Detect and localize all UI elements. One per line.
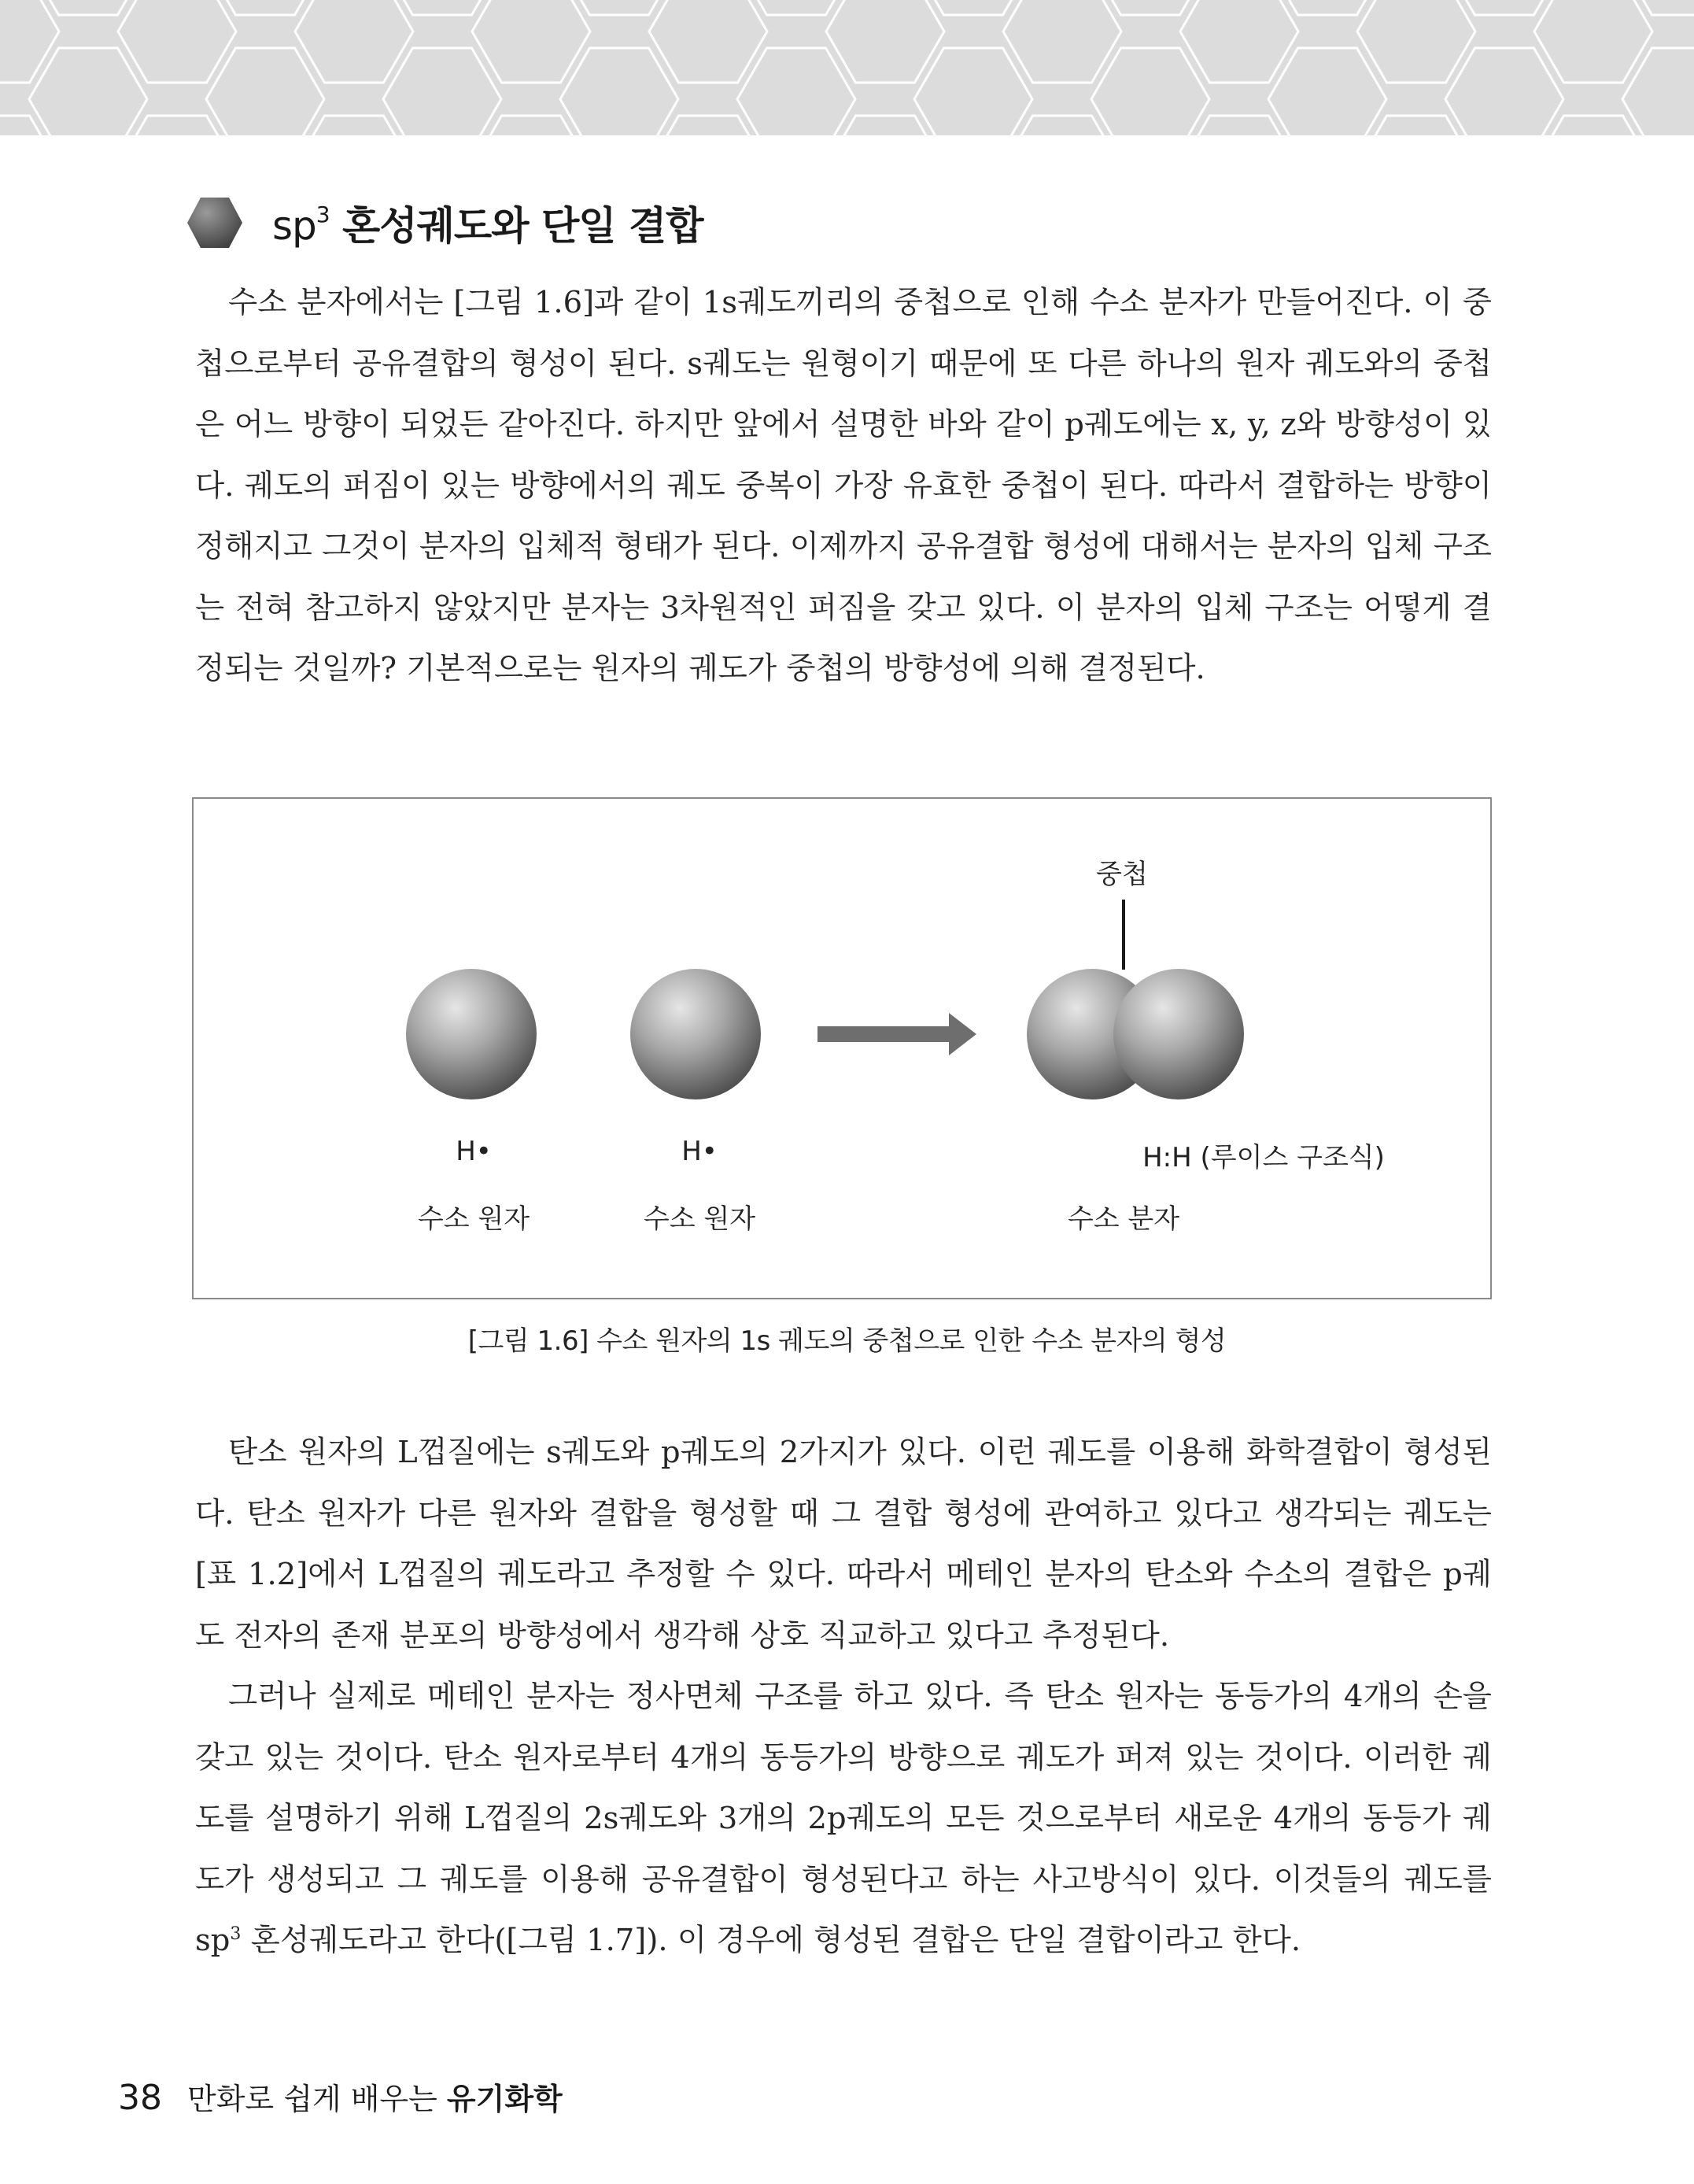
page-footer [118,2075,563,2118]
molecule-name: 수소 분자 [1067,1203,1180,1235]
figure-caption: [그림 1.6] 수소 원자의 1s 궤도의 중첩으로 인한 수소 분자의 형성 [467,1325,1227,1357]
atom2-symbol: H• [681,1136,718,1167]
lewis-structure-label: H:H (루이스 구조식) [1142,1142,1385,1173]
section-title: $sp^3$ 혼성궤도와 단일 결합 [272,201,703,249]
figure-1-6 [192,797,1492,1299]
hexagon-bullet-icon [186,195,244,250]
paragraph-text: 탄소 원자의 L껍질에는 s궤도와 p궤도의 2가지가 있다. 이런 궤도를 이용해 화학결합이 형성된다. 탄소 원자가 다른 원자와 결합을 형성할 때 그 결합 형성에 관여하고 있다고 생각되는 궤도는 [표 1.2]에서 L껍질의 궤도라고 추정할 수 있다. 따라서 메테인 분자의 탄소와 수소의 결합은 p궤도 전자의 존재 분포의 방향성에서 생각해 상호 직교하고 있다고 추정된다. [195,1435,1492,1654]
reaction-arrow-icon [817,1013,976,1055]
atom1-symbol: H• [456,1136,492,1167]
body-paragraph-1 [195,272,1492,700]
overlap-label: 중첩 [1096,859,1148,890]
paragraph-text: 수소 분자에서는 [그림 1.6]과 같이 1s궤도끼리의 중첩으로 인해 수소 분자가 만들어진다. 이 중첩으로부터 공유결합의 형성이 된다. s궤도는 원형이기 때문에 또 다른 하나의 원자 궤도와의 중첩은 어느 방향이 되었든 같아진다. 하지만 앞에서 설명한 바와 같이 p궤도에는 x, y, z와 방향성이 있다. 궤도의 퍼짐이 있는 방향에서의 궤도 중복이 가장 유효한 중첩이 된다. 따라서 결합하는 방향이 정해지고 그것이 분자의 입체적 형태가 된다. 이제까지 공유결합 형성에 대해서는 분자의 입체 구조는 전혀 참고하지 않았지만 분자는 3차원적인 퍼짐을 갖고 있다. 이 분자의 입체 구조는 어떻게 결정되는 것일까? 기본적으로는 원자의 궤도가 중첩의 방향성에 의해 결정된다. [195,285,1492,686]
hydrogen-atom-sphere-1 [406,969,537,1099]
hydrogen-atom-sphere-2 [630,969,761,1099]
hydrogen-molecule-spheres [1027,969,1244,1099]
body-paragraph-2 [195,1422,1492,1972]
paragraph-text: 그러나 실제로 메테인 분자는 정사면체 구조를 하고 있다. 즉 탄소 원자는 동등가의 4개의 손을 갖고 있는 것이다. 탄소 원자로부터 4개의 동등가의 방향으로 궤도가 퍼져 있는 것이다. 이러한 궤도를 설명하기 위해 L껍질의 2s궤도와 3개의 2p궤도의 모든 것으로부터 새로운 4개의 동등가 궤도가 생성되고 그 궤도를 이용해 공유결합이 형성된다고 하는 사고방식이 있다. 이것들의 궤도를 $sp^3$ 혼성궤도라고 한다([그림 1.7]). 이 경우에 형성된 결합은 단일 결합이라고 한다. [195,1679,1492,1958]
book-title: 만화로 쉽게 배우는 유기화학 [187,2082,563,2116]
hexagon-header-band [0,0,1694,135]
page-number: 38 [118,2078,162,2118]
atom2-name: 수소 원자 [643,1203,756,1235]
atom1-name: 수소 원자 [417,1203,530,1235]
orbital-overlap-diagram [194,799,1493,1301]
section-heading [186,195,703,250]
